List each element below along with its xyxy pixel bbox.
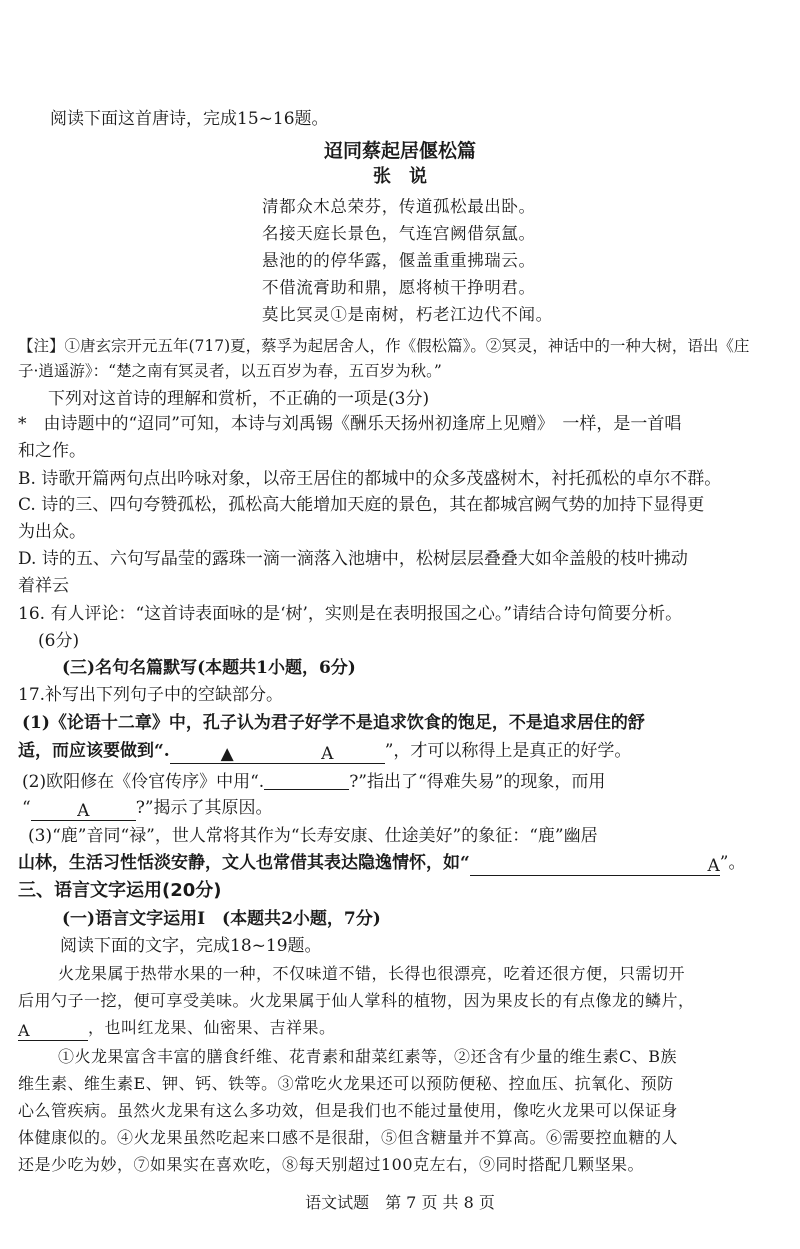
page-footer: 语文试题 第 7 页 共 8 页 (305, 1193, 495, 1212)
q17-part3-line-1: (3)“鹿”音同“禄”，世人常将其作为“长寿安康、仕途美好”的象征：“鹿”幽居 (28, 826, 598, 846)
passage-para2-line-5: 还是少吃为妙，⑦如果实在喜欢吃，⑧每天别超过100克左右，⑨同时搭配几颗坚果。 (18, 1155, 645, 1174)
poem-note-line-2: 子·逍遥游》：“楚之南有冥灵者，以五百岁为春，五百岁为秋。” (18, 362, 442, 380)
poem-author: 张 说 (373, 166, 427, 187)
q15-option-a-line-2: 和之作。 (18, 441, 86, 461)
q17-part1-prefix: 适，而应该要做到“. (18, 741, 170, 761)
q17-part2-blank-2[interactable] (31, 802, 136, 821)
q17-part2-line-1 (22, 771, 605, 793)
q15-option-b: B. 诗歌开篇两句点出吟咏对象，以帝王居住的都城中的众多茂盛树木，衬托孤松的卓尔不群。 (18, 469, 722, 489)
q15-option-a-line-1: * 由诗题中的“迢同”可知，本诗与刘禹锡《酬乐天扬州初逢席上见赠》 一样，是一首唱 (18, 414, 682, 434)
q15-option-c-line-2: 为出众。 (18, 522, 86, 542)
q17-part3-blank[interactable] (470, 857, 720, 876)
passage-intro: 阅读下面的文字，完成18~19题。 (60, 936, 322, 956)
q17-part1-suffix: ”，才可以称得上是真正的好学。 (384, 741, 632, 761)
q17-stem: 17.补写出下列句子中的空缺部分。 (18, 685, 284, 705)
passage-line-3 (18, 1017, 336, 1041)
q15-stem: 下列对这首诗的理解和赏析，不正确的一项是(3分) (48, 389, 430, 409)
poem-line-1: 清都众木总荣芬，传道孤松最出卧。 (262, 197, 536, 216)
poem-intro: 阅读下面这首唐诗，完成15~16题。 (50, 109, 329, 129)
q17-part2-suffix: ?”揭示了其原因。 (135, 798, 273, 818)
q15-option-d-line-2: 着祥云 (18, 576, 69, 596)
passage-line-1: 火龙果属于热带水果的一种，不仅味道不错，长得也很漂亮，吃着还很方便，只需切开 (58, 964, 686, 983)
q17-part2-a-mark: A (77, 801, 90, 821)
poem-line-2: 名接天庭长景色，气连宫阙借氛氲。 (262, 224, 536, 243)
q17-part3-prefix: 山林，生活习性恬淡安静，文人也常借其表达隐逸情怀，如“ (18, 853, 470, 873)
passage-para2-line-4: 体健康似的。④火龙果虽然吃起来口感不是很甜，⑤但含糖量并不算高。⑥需要控血糖的人 (18, 1128, 679, 1147)
section-mingju-heading: (三)名句名篇默写(本题共1小题，6分) (62, 658, 356, 678)
poem-line-5: 莫比冥灵①是南树，朽老江边代不闻。 (262, 305, 553, 324)
q17-part2-prefix: (2)欧阳修在《伶官传序》中用“. (22, 772, 265, 792)
q17-part2-open-quote: “ (22, 798, 31, 818)
poem-line-3: 悬池的的停华露，偃盖重重拂瑞云。 (262, 251, 536, 270)
q17-part2-blank-1[interactable] (264, 771, 349, 790)
q17-part1-blank[interactable] (170, 745, 385, 764)
q17-part3-suffix: ”。 (719, 853, 746, 873)
q15-option-d-line-1: D. 诗的五、六句写晶莹的露珠一滴一滴落入池塘中，松树层层叠叠大如伞盖般的枝叶拂动 (18, 549, 688, 569)
section-3-heading: 三、语言文字运用(20分) (18, 880, 222, 901)
poem-note-line-1: 【注】①唐玄宗开元五年(717)夏，蔡孚为起居舍人，作《假松篇》。②冥灵，神话中的一种大树，语出《庄 (18, 337, 750, 355)
passage-para2-line-2: 维生素、维生素E、钾、钙、铁等。③常吃火龙果还可以预防便秘、控血压、抗氧化、预防 (18, 1074, 674, 1093)
q17-part2-line-2 (22, 797, 273, 821)
q17-part1-line-2 (18, 740, 631, 764)
q15-option-c-line-1: C. 诗的三、四句夸赞孤松，孤松高大能增加天庭的景色，其在都城宫阙气势的加持下显得更 (18, 495, 705, 515)
q16-line-2: (6分) (38, 631, 80, 651)
passage-para2-line-3: 心么管疾病。虽然火龙果有这么多功效，但是我们也不能过量使用，像吃火龙果可以保证身 (18, 1101, 679, 1120)
poem-line-4: 不借流膏助和鼎，愿将桢干挣明君。 (262, 278, 536, 297)
passage-line-3-text: ，也叫红龙果、仙密果、吉祥果。 (88, 1018, 336, 1037)
passage-blank-a[interactable] (18, 1022, 88, 1041)
passage-para2-line-1: ①火龙果富含丰富的膳食纤维、花青素和甜菜红素等，②还含有少量的维生素C、B族 (58, 1047, 678, 1066)
poem-title: 迢同蔡起居偃松篇 (323, 140, 476, 162)
q17-part3-a-mark: A (707, 856, 720, 876)
q17-part1-line-1: (1)《论语十二章》中，孔子认为君子好学不是追求饮食的饱足，不是追求居住的舒 (22, 713, 645, 733)
q17-part1-triangle-mark: ▲ (220, 744, 234, 764)
q16-line-1: 16. 有人评论：“这首诗表面咏的是‘树’，实则是在表明报国之心。”请结合诗句简要分析。 (18, 604, 683, 624)
subsection-1-heading: (一)语言文字运用Ⅰ (本题共2小题，7分) (62, 909, 381, 929)
q17-part1-a-mark: A (321, 744, 334, 764)
q17-part3-line-2 (18, 852, 745, 876)
q17-part2-middle: ?”指出了“得难失易”的现象，而用 (349, 772, 606, 792)
passage-a-mark: A (18, 1021, 31, 1040)
passage-line-2: 后用勺子一挖，便可享受美味。火龙果属于仙人掌科的植物，因为果皮长的有点像龙的鳞片， (18, 991, 695, 1010)
